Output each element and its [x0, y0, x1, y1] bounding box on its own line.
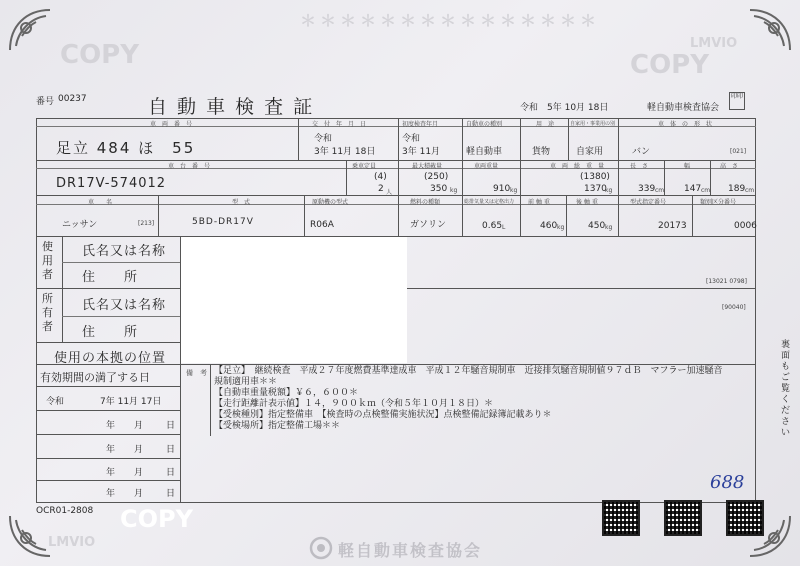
empty-year: 年: [106, 468, 116, 478]
watermark-copy-top: COPY: [60, 40, 140, 70]
vehicle-kind-label: 自動車の種別: [466, 121, 503, 128]
form-code: OCR01-2808: [36, 506, 94, 516]
height-label: 高 さ: [720, 163, 739, 170]
empty-year: 年: [106, 445, 116, 455]
type-approval-label: 型式指定番号: [630, 199, 667, 206]
seal-logo-icon: [308, 536, 334, 560]
rear-axle-label: 後 軸 重: [576, 199, 598, 206]
user-side-label: 使用者: [42, 240, 53, 281]
remarks-line: 【走行距離計表示値】１４，９００ｋｍ（令和５年１０月１８日）＊: [214, 399, 494, 409]
vehicle-kind-value: 軽自動車: [466, 147, 503, 157]
front-axle-value: 460: [540, 221, 558, 231]
issue-date-value: 3年 11月 18日: [314, 147, 376, 157]
width-value: 147: [684, 184, 702, 194]
usage-value: 貨物: [532, 147, 551, 157]
empty-year: 年: [106, 489, 116, 499]
model-value: 5BD-DR17V: [192, 217, 254, 227]
maker-value: ニッサン: [62, 220, 98, 230]
owner-address-label: 住 所: [82, 325, 139, 340]
location-label: 使用の本拠の位置: [54, 351, 167, 366]
ornament-corner-icon: [6, 6, 54, 54]
first-reg-value: 3年 11月: [402, 147, 441, 157]
user-address-label: 住 所: [82, 270, 139, 285]
body-code: [021]: [730, 148, 747, 155]
issuer-name: 軽自動車検査協会: [647, 103, 720, 113]
owner-name-label: 氏名又は名称: [82, 298, 167, 313]
private-business-value: 自家用: [576, 147, 604, 157]
engine-model-value: R06A: [310, 220, 334, 230]
type-approval-value: 20173: [658, 221, 687, 231]
rear-axle-unit: kg: [605, 224, 613, 231]
user-name-label: 氏名又は名称: [82, 244, 167, 259]
model-label: 型 式: [232, 199, 251, 206]
expiry-era: 令和: [46, 397, 65, 407]
watermark-copy-bottom: COPY: [120, 505, 193, 533]
first-reg-era: 令和: [402, 134, 421, 144]
owner-side-label: 所有者: [42, 292, 53, 333]
front-axle-label: 前 軸 重: [528, 199, 550, 206]
width-unit: cm: [701, 187, 711, 194]
front-axle-unit: kg: [557, 224, 565, 231]
empty-day: 日: [166, 421, 176, 431]
remarks-line: 【足立】 継続検査 平成２７年度燃費基準達成車 平成１２年騒音規制車 近接排気騒音規制値９７ｄＢ マフラー加速騒音: [214, 366, 723, 376]
serial-label: 番号: [36, 97, 55, 107]
length-value: 339: [638, 184, 656, 194]
body-shape-value: バン: [632, 147, 651, 157]
issue-label: 交 付 年 月 日: [312, 121, 367, 128]
capacity-label: 乗車定員: [352, 163, 377, 170]
height-unit: cm: [745, 187, 755, 194]
user-address-code: [13021 0798]: [706, 278, 747, 285]
max-load-paren: (250): [424, 172, 449, 182]
qr-code-icon: [664, 500, 702, 536]
category-no-label: 類別区分番号: [700, 199, 737, 206]
vehicle-weight-value: 910: [493, 184, 511, 194]
expiry-date: 7年 11月 17日: [100, 397, 162, 407]
max-load-value: 350: [430, 184, 448, 194]
remarks-line: 【自動車重量税額】￥６，６００＊: [214, 388, 359, 398]
max-load-label: 最大積載量: [412, 163, 443, 170]
usage-label: 用 途: [536, 121, 555, 128]
body-shape-label: 車 体 の 形 状: [658, 121, 713, 128]
watermark-band: ＊＊＊＊＊＊＊＊＊＊＊＊＊＊＊: [300, 11, 601, 30]
max-load-unit: kg: [450, 187, 458, 194]
remarks-line: 規制適用車＊＊: [214, 377, 278, 387]
length-unit: cm: [655, 187, 665, 194]
empty-day: 日: [166, 445, 176, 455]
maker-label: 車 名: [88, 199, 113, 206]
displacement-unit: L: [502, 224, 506, 231]
watermark-brand-top: LMVIO: [690, 36, 738, 51]
handwritten-number: 688: [710, 472, 745, 493]
empty-day: 日: [166, 468, 176, 478]
rear-axle-value: 450: [588, 221, 606, 231]
qr-code-icon: [602, 500, 640, 536]
capacity-value: 2: [378, 184, 384, 194]
gross-weight-value: 1370: [584, 184, 607, 194]
issue-era: 令和: [314, 134, 333, 144]
expiry-label: 有効期間の満了する日: [40, 371, 150, 384]
ornament-corner-icon: [6, 512, 54, 560]
remarks-line: 【受検種別】指定整備車 【検査時の点検整備実施状況】点検整備記録簿記載あり＊: [214, 410, 552, 420]
chassis-label: 車 台 番 号: [168, 163, 211, 170]
capacity-paren: (4): [374, 172, 387, 182]
first-reg-label: 初度検査年月: [402, 121, 439, 128]
vehicle-weight-unit: kg: [510, 187, 518, 194]
seal-text: 軽自動車検査協会: [338, 541, 483, 560]
redaction-block: [181, 237, 407, 363]
empty-year: 年: [106, 421, 116, 431]
empty-month: 月: [134, 421, 144, 431]
empty-month: 月: [134, 445, 144, 455]
capacity-unit: 人: [386, 189, 393, 196]
width-label: 幅: [684, 163, 691, 170]
empty-day: 日: [166, 489, 176, 499]
plate-label: 車 両 番 号: [150, 121, 193, 128]
gross-weight-paren: (1380): [580, 172, 610, 182]
ornament-corner-icon: [746, 6, 794, 54]
category-no-value: 0006: [734, 221, 757, 231]
gross-weight-label: 車 両 総 重 量: [550, 163, 605, 170]
length-label: 長 さ: [630, 163, 649, 170]
watermark-brand-bottom: LMVIO: [48, 535, 96, 550]
empty-month: 月: [134, 468, 144, 478]
remarks-label: 備 考: [186, 369, 207, 377]
plate-value: 足立 484 ほ 55: [56, 139, 196, 157]
issue-date: 令和 5年 10月 18日: [520, 103, 609, 113]
fuel-value: ガソリン: [410, 220, 447, 230]
page-title: 自 動 車 検 査 証: [148, 96, 315, 118]
issuer-stamp: 印印: [729, 92, 745, 110]
private-business-label: 自家用・事業用の別: [570, 121, 616, 127]
serial-number: 00237: [58, 94, 87, 104]
gross-weight-unit: kg: [605, 187, 613, 194]
maker-code: [213]: [138, 220, 155, 227]
engine-model-label: 原動機の型式: [312, 199, 349, 206]
owner-address-code: [90040]: [722, 304, 746, 311]
displacement-label: 総排気量又は定格出力: [464, 199, 515, 205]
side-note: 裏面もご覧ください: [781, 340, 791, 438]
fuel-label: 燃料の種類: [410, 199, 441, 206]
vehicle-weight-label: 車両重量: [474, 163, 499, 170]
chassis-value: DR17V-574012: [56, 176, 167, 191]
displacement-value: 0.65: [482, 221, 503, 231]
watermark-copy-right: COPY: [630, 50, 710, 80]
empty-month: 月: [134, 489, 144, 499]
qr-code-icon: [726, 500, 764, 536]
remarks-line: 【受検場所】指定整備工場＊＊: [214, 421, 341, 431]
height-value: 189: [728, 184, 746, 194]
